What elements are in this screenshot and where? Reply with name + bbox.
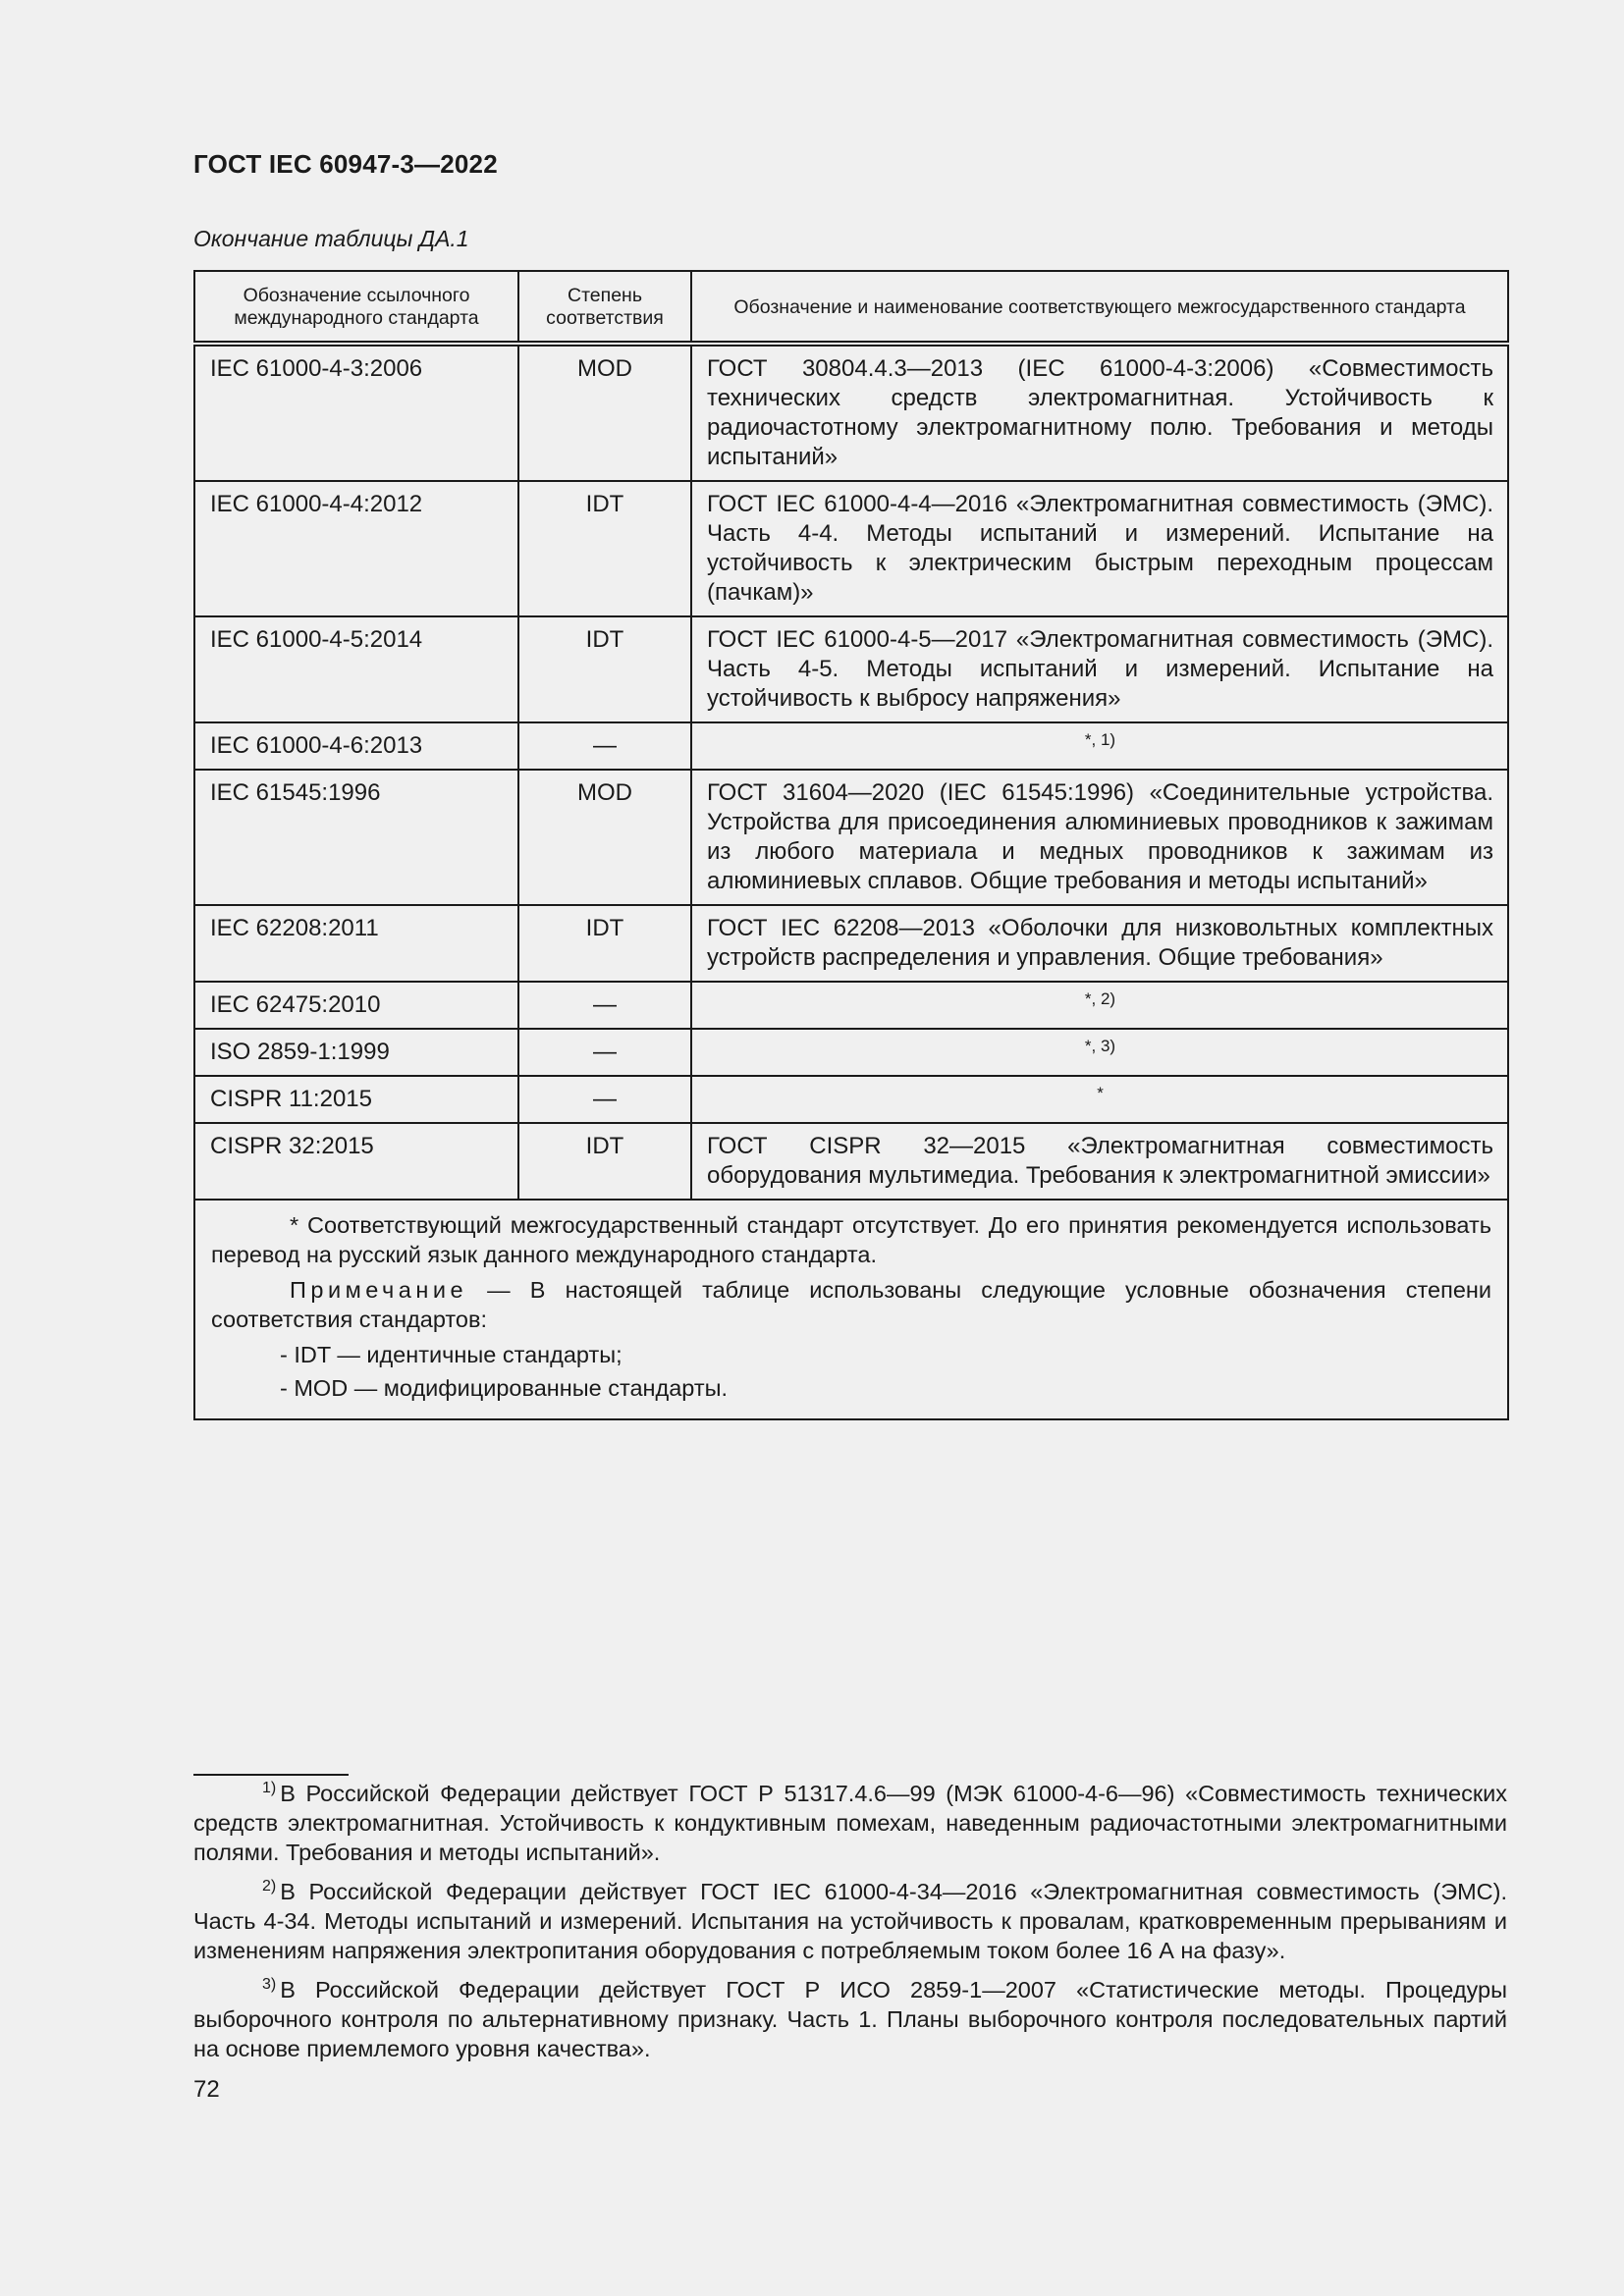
cell-ref: IEC 62208:2011 (194, 905, 518, 982)
table-caption: Окончание таблицы ДА.1 (193, 226, 469, 251)
cell-ref: IEC 62475:2010 (194, 982, 518, 1029)
note-list-item: - MOD — модифицированные стандарты. (280, 1375, 729, 1401)
cell-degree: MOD (518, 770, 691, 905)
note-label: Примечание (290, 1277, 468, 1303)
cell-ref: IEC 61000-4-3:2006 (194, 344, 518, 481)
cell-degree: MOD (518, 344, 691, 481)
table-notes-row (194, 1200, 1508, 1419)
cell-ref: CISPR 11:2015 (194, 1076, 518, 1123)
degree-note (211, 1275, 1491, 1334)
table-row (194, 1123, 1508, 1200)
asterisk-note: * Соответствующий межгосударственный стандарт отсутствует. До его принятия рекомендуется использовать перевод на русский язык данного международного стандарта. (211, 1212, 1491, 1267)
footnote-text: В Российской Федерации действует ГОСТ Р ИСО 2859-1—2007 «Статистические методы. Процедуры выборочного контроля по альтернативному признаку. Часть 1. Планы выборочного контроля последовательных партий на основе приемлемого уровня качества». (193, 1977, 1507, 2061)
note-list-item: - IDT — идентичные стандарты; (280, 1342, 623, 1367)
footnote-separator (193, 1774, 349, 1776)
cell-standard-absent: *, 2) (691, 982, 1508, 1029)
cell-degree: — (518, 722, 691, 770)
cell-standard-absent: *, 1) (691, 722, 1508, 770)
column-header-ref: Обозначение ссылочного международного стандарта (194, 271, 518, 344)
footnote-mark: 2) (262, 1878, 277, 1895)
column-header-standard: Обозначение и наименование соответствующего межгосударственного стандарта (691, 271, 1508, 344)
table-notes (194, 1200, 1508, 1419)
cell-ref: IEC 61545:1996 (194, 770, 518, 905)
cell-degree: IDT (518, 616, 691, 722)
table-row (194, 481, 1508, 616)
table-row (194, 616, 1508, 722)
cell-degree: — (518, 982, 691, 1029)
standards-table (193, 270, 1509, 1420)
cell-ref: IEC 61000-4-4:2012 (194, 481, 518, 616)
cell-standard-absent: *, 3) (691, 1029, 1508, 1076)
footnote (193, 1779, 1507, 1867)
table-row (194, 905, 1508, 982)
cell-degree: — (518, 1029, 691, 1076)
footnote-mark: 1) (262, 1780, 277, 1796)
footnote-text: В Российской Федерации действует ГОСТ Р 51317.4.6—99 (МЭК 61000-4-6—96) «Совместимость технических средств электромагнитная. Устойчивость к кондуктивным помехам, наведенным радиочастотными электромагнитными полями. Требования и методы испытаний». (193, 1781, 1507, 1865)
cell-degree: IDT (518, 1123, 691, 1200)
table-row (194, 344, 1508, 481)
table-row (194, 1029, 1508, 1076)
cell-standard: ГОСТ IEC 61000-4-5—2017 «Электромагнитная совместимость (ЭМС). Часть 4-5. Методы испытаний и измерений. Испытание на устойчивость к выбросу напряжения» (691, 616, 1508, 722)
cell-degree: IDT (518, 481, 691, 616)
footnote (193, 1975, 1507, 2063)
cell-standard: ГОСТ CISPR 32—2015 «Электромагнитная совместимость оборудования мультимедиа. Требования к электромагнитной эмиссии» (691, 1123, 1508, 1200)
cell-standard: ГОСТ IEC 62208—2013 «Оболочки для низковольтных комплектных устройств распределения и управления. Общие требования» (691, 905, 1508, 982)
footnote-mark: 3) (262, 1976, 277, 1993)
note-text: — В настоящей таблице использованы следующие условные обозначения степени соответствия стандартов: (211, 1277, 1491, 1332)
cell-ref: IEC 61000-4-5:2014 (194, 616, 518, 722)
cell-ref: IEC 61000-4-6:2013 (194, 722, 518, 770)
cell-standard-absent: * (691, 1076, 1508, 1123)
column-header-degree: Степень соответствия (518, 271, 691, 344)
cell-degree: IDT (518, 905, 691, 982)
cell-standard: ГОСТ 30804.4.3—2013 (IEC 61000-4-3:2006) «Совместимость технических средств электромагнитная. Устойчивость к радиочастотному электромагнитному полю. Требования и методы испытаний» (691, 344, 1508, 481)
table-row (194, 770, 1508, 905)
cell-standard: ГОСТ 31604—2020 (IEC 61545:1996) «Соединительные устройства. Устройства для присоединения алюминиевых проводников к зажимам из любого материала и медных проводников к зажимам из алюминиевых сплавов. Общие требования и методы испытаний» (691, 770, 1508, 905)
page-number: 72 (193, 2076, 220, 2103)
cell-ref: CISPR 32:2015 (194, 1123, 518, 1200)
table-row (194, 982, 1508, 1029)
cell-degree: — (518, 1076, 691, 1123)
table-header-row (194, 271, 1508, 344)
cell-ref: ISO 2859-1:1999 (194, 1029, 518, 1076)
table-row (194, 1076, 1508, 1123)
document-header: ГОСТ IEC 60947-3—2022 (193, 149, 498, 179)
footnotes (193, 1779, 1507, 2073)
footnote (193, 1877, 1507, 1965)
footnote-text: В Российской Федерации действует ГОСТ IEC 61000-4-34—2016 «Электромагнитная совместимость (ЭМС). Часть 4-34. Методы испытаний и измерений. Испытания на устойчивость к провалам, кратковременным прерываниям и изменениям напряжения электропитания оборудования с потребляемым током более 16 А на фазу». (193, 1879, 1507, 1963)
cell-standard: ГОСТ IEC 61000-4-4—2016 «Электромагнитная совместимость (ЭМС). Часть 4-4. Методы испытаний и измерений. Испытание на устойчивость к электрическим быстрым переходным процессам (пачкам)» (691, 481, 1508, 616)
table-row (194, 722, 1508, 770)
